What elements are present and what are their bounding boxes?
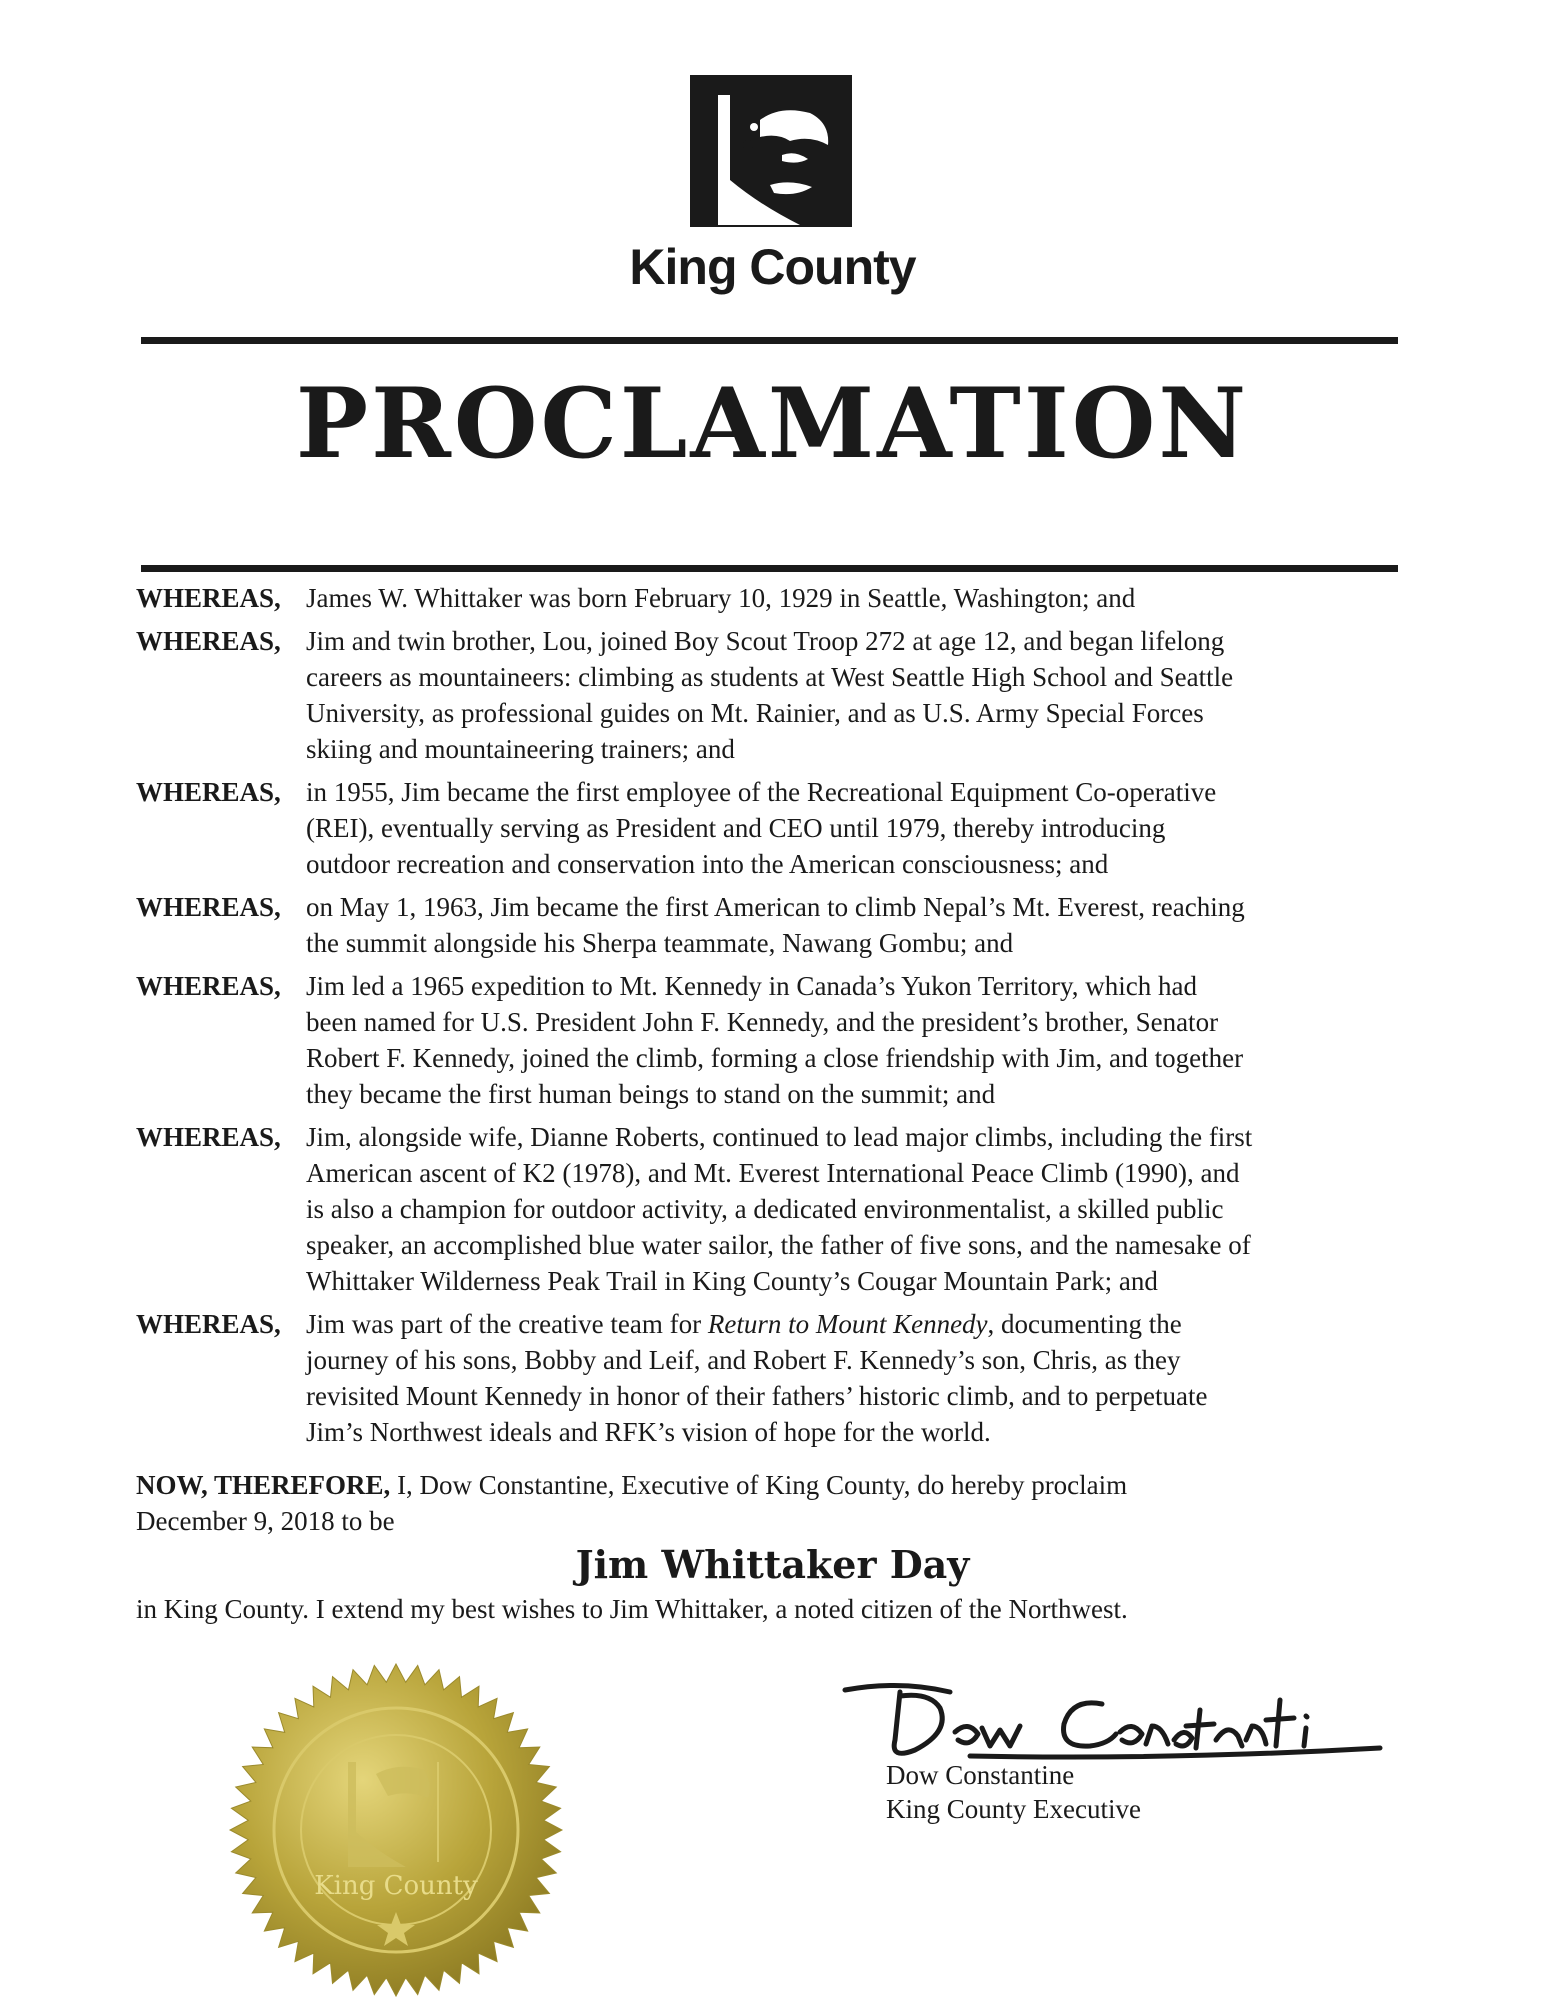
whereas-text: Jim, alongside wife, Dianne Roberts, continued to lead major climbs, including the first American ascent of K2 (1978), and Mt. Everest International Peace Climb (1990), and is also a champion for outdoor activity, a dedicated environmentalist, a skilled public speaker, an accomplished blue water sailor, the father of five sons, and the namesake of Whittaker Wilderness Peak Trail in King County’s Cougar Mountain Park; and (306, 1122, 1253, 1296)
king-county-logo-icon (690, 75, 852, 227)
whereas-clause (136, 1306, 1396, 1450)
whereas-text: James W. Whittaker was born February 10, 1929 in Seattle, Washington; and (306, 583, 1136, 613)
whereas-text-before: Jim was part of the creative team for (306, 1309, 708, 1339)
top-divider (141, 337, 1398, 344)
gold-seal-icon (228, 1662, 564, 1998)
logo-text: King County (629, 239, 916, 295)
seal-text: King County (314, 1871, 478, 1901)
whereas-text (306, 1306, 1396, 1450)
signer-block (886, 1758, 1141, 1826)
whereas-text: Jim led a 1965 expedition to Mt. Kennedy in Canada’s Yukon Territory, which had been named for U.S. President John F. Kennedy, and the president’s brother, Senator Robert F. Kennedy, joined the climb, forming a close friendship with Jim, and together they became the first human beings to stand on the summit; and (306, 971, 1244, 1109)
whereas-text: Jim and twin brother, Lou, joined Boy Scout Troop 272 at age 12, and began lifelong careers as mountaineers: climbing as students at West Seattle High School and Seattle University, as professional guides on Mt. Rainier, and as U.S. Army Special Forces skiing and mountaineering trainers; and (306, 626, 1234, 764)
bottom-divider (141, 565, 1398, 572)
whereas-clause (136, 774, 1396, 882)
whereas-clause (136, 623, 1396, 767)
day-name: Jim Whittaker Day (575, 1542, 970, 1587)
whereas-keyword: WHEREAS, (136, 1122, 281, 1152)
signer-title: King County Executive (886, 1794, 1141, 1824)
whereas-keyword: WHEREAS, (136, 777, 281, 807)
proclamation-text: I, Dow Constantine, Executive of King County, do hereby proclaim December 9, 2018 to be (136, 1470, 1128, 1536)
whereas-text-after: , documenting the journey of his sons, Bobby and Leif, and Robert F. Kennedy’s son, Chris, as they revisited Mount Kennedy in honor of their fathers’ historic climb, and to perpetuate Jim’s Northwest ideals and RFK’s vision of hope for the world. (306, 1309, 1208, 1447)
whereas-text: on May 1, 1963, Jim became the first American to climb Nepal’s Mt. Everest, reaching the summit alongside his Sherpa teammate, Nawang Gombu; and (306, 892, 1245, 958)
closing-text: in King County. I extend my best wishes to Jim Whittaker, a noted citizen of the Northwest. (136, 1594, 1128, 1624)
film-title: Return to Mount Kennedy (707, 1309, 988, 1339)
whereas-text: in 1955, Jim became the first employee of the Recreational Equipment Co-operative (REI), eventually serving as President and CEO until 1979, thereby introducing outdoor recreation and conservation into the American consciousness; and (306, 777, 1217, 879)
therefore-keyword: NOW, THEREFORE, (136, 1470, 391, 1500)
whereas-clause (136, 889, 1396, 961)
whereas-clause (136, 968, 1396, 1112)
whereas-keyword: WHEREAS, (136, 583, 281, 613)
proclamation-statement (136, 1467, 1396, 1539)
page-title: PROCLAMATION (295, 367, 1250, 480)
whereas-list (136, 580, 1396, 1457)
whereas-keyword: WHEREAS, (136, 626, 281, 656)
whereas-keyword: WHEREAS, (136, 971, 281, 1001)
whereas-keyword: WHEREAS, (136, 1309, 281, 1339)
whereas-clause (136, 580, 1396, 616)
signer-name: Dow Constantine (886, 1760, 1075, 1790)
whereas-clause (136, 1119, 1396, 1299)
whereas-keyword: WHEREAS, (136, 892, 281, 922)
